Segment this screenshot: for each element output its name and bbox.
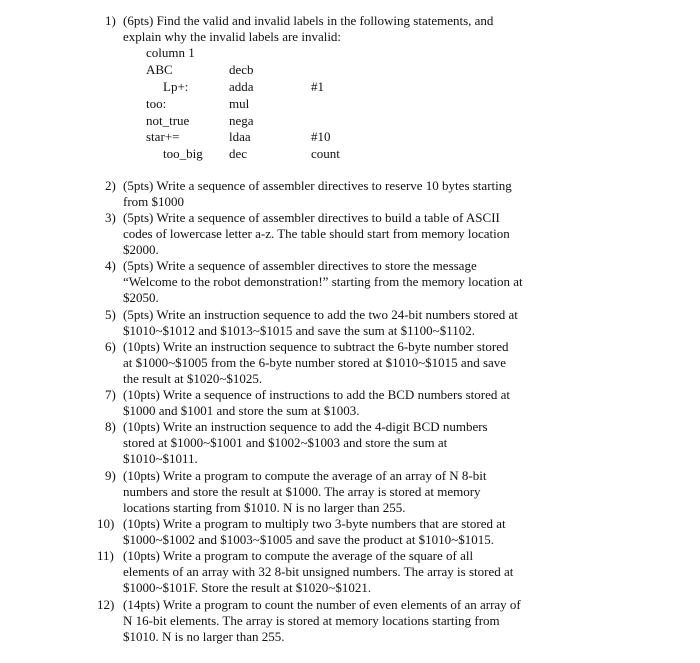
question-8	[105, 419, 603, 468]
question-1-number: 1)	[105, 13, 116, 28]
question-10-line-2: $1000~$1002 and $1003~$1005 and save the product at $1010~$1015.	[123, 532, 494, 548]
question-9-line-1: (10pts) Write a program to compute the average of an array of N 8-bit	[123, 468, 487, 483]
code-label-too: too:	[146, 96, 167, 111]
code-label-abc: ABC	[146, 62, 173, 77]
question-11-number: 11)	[97, 548, 114, 563]
question-5-line-1: (5pts) Write an instruction sequence to add the two 24-bit numbers stored at	[123, 307, 518, 322]
question-4-line-1: (5pts) Write a sequence of assembler directives to store the message	[123, 258, 477, 273]
question-12-line-1: (14pts) Write a program to count the number of even elements of an array of	[123, 597, 521, 612]
code-op-dec: dec	[229, 146, 248, 161]
question-11-line-2: elements of an array with 32 8-bit unsigned numbers. The array is stored at	[123, 564, 514, 580]
code-operand-10: #10	[311, 129, 331, 144]
code-op-nega: nega	[229, 113, 254, 128]
question-6	[105, 339, 603, 388]
question-11-line-3: $1000~$101F. Store the result at $1020~$1021.	[123, 580, 372, 596]
question-12-line-2: N 16-bit elements. The array is stored at memory locations starting from	[123, 613, 500, 629]
question-8-line-3: $1010~$1011.	[123, 451, 198, 467]
question-9-number: 9)	[105, 468, 116, 483]
question-10-line-1: (10pts) Write a program to multiply two 3-byte numbers that are stored at	[123, 516, 506, 531]
question-8-number: 8)	[105, 419, 116, 434]
question-5-line-2: $1010~$1012 and $1013~$1015 and save the sum at $1100~$1102.	[123, 323, 475, 339]
question-9	[105, 468, 603, 517]
question-7-line-1: (10pts) Write a sequence of instructions to add the BCD numbers stored at	[123, 387, 510, 402]
question-1-line-1: (6pts) Find the valid and invalid labels in the following statements, and	[123, 13, 494, 28]
question-3	[105, 210, 603, 259]
question-12-line-3: $1010. N is no larger than 255.	[123, 629, 285, 645]
question-5	[105, 307, 603, 339]
question-6-number: 6)	[105, 339, 116, 354]
question-4-number: 4)	[105, 258, 116, 273]
question-2-number: 2)	[105, 178, 116, 193]
code-op-ldaa: ldaa	[229, 129, 251, 144]
question-1-line-2: explain why the invalid labels are invalid:	[123, 29, 342, 45]
question-10	[97, 516, 603, 548]
question-11-line-1: (10pts) Write a program to compute the average of the square of all	[123, 548, 474, 563]
code-operand-count: count	[311, 146, 340, 161]
question-7-number: 7)	[105, 387, 116, 402]
question-3-line-2: codes of lowercase letter a-z. The table should start from memory location	[123, 226, 510, 242]
question-5-number: 5)	[105, 307, 116, 322]
question-2-line-2: from $1000	[123, 194, 185, 210]
question-2-line-1: (5pts) Write a sequence of assembler directives to reserve 10 bytes starting	[123, 178, 512, 193]
question-4-line-2: “Welcome to the robot demonstration!” starting from the memory location at	[123, 274, 523, 290]
question-12	[97, 597, 603, 646]
code-op-adda: adda	[229, 79, 254, 94]
question-2	[105, 178, 603, 210]
code-label-too-big: too_big	[163, 146, 203, 161]
question-8-line-1: (10pts) Write an instruction sequence to add the 4-digit BCD numbers	[123, 419, 488, 434]
question-7-line-2: $1000 and $1001 and store the sum at $1003.	[123, 403, 360, 419]
question-10-number: 10)	[97, 516, 115, 531]
question-3-number: 3)	[105, 210, 116, 225]
question-6-line-1: (10pts) Write an instruction sequence to subtract the 6-byte number stored	[123, 339, 509, 354]
question-3-line-3: $2000.	[123, 242, 159, 258]
question-9-line-2: numbers and store the result at $1000. The array is stored at memory	[123, 484, 481, 500]
code-label-lp: Lp+:	[163, 79, 189, 94]
question-8-line-2: stored at $1000~$1001 and $1002~$1003 and store the sum at	[123, 435, 448, 451]
code-op-decb: decb	[229, 62, 254, 77]
question-6-line-3: the result at $1020~$1025.	[123, 371, 263, 387]
question-9-line-3: locations starting from $1010. N is no larger than 255.	[123, 500, 406, 516]
question-4	[105, 258, 603, 307]
code-label-star: star+=	[146, 129, 180, 144]
code-label-not-true: not_true	[146, 113, 190, 128]
question-11	[97, 548, 603, 597]
question-7	[105, 387, 603, 419]
question-3-line-1: (5pts) Write a sequence of assembler directives to build a table of ASCII	[123, 210, 500, 225]
code-operand-1: #1	[311, 79, 324, 94]
column-header: column 1	[146, 45, 195, 60]
question-4-line-3: $2050.	[123, 290, 159, 306]
question-12-number: 12)	[97, 597, 115, 612]
code-op-mul: mul	[229, 96, 250, 111]
question-1	[105, 13, 603, 45]
question-6-line-2: at $1000~$1005 from the 6-byte number stored at $1010~$1015 and save	[123, 355, 507, 371]
